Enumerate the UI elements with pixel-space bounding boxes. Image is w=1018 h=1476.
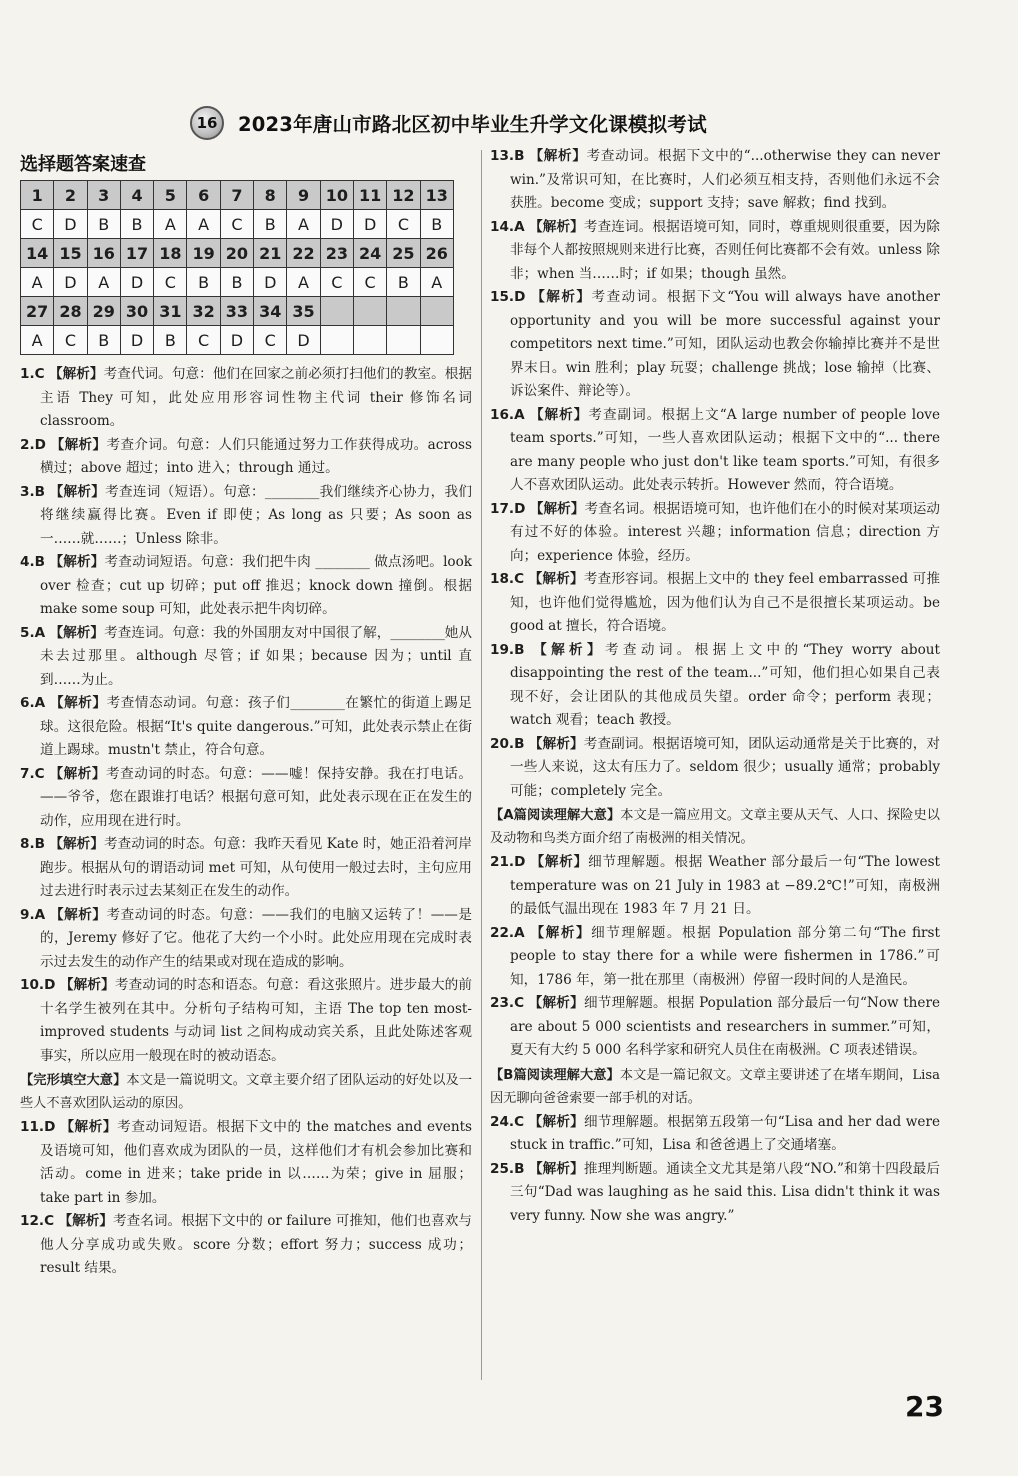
explanation-item	[20, 1116, 472, 1210]
item-answer: B	[514, 1160, 525, 1177]
answer-cell: B	[420, 210, 453, 239]
answer-cell: C	[154, 268, 187, 297]
item-answer: A	[34, 695, 46, 711]
item-tag: 【解析】	[528, 1160, 584, 1177]
question-number-cell: 6	[187, 181, 220, 210]
item-text: 细节理解题。根据 Population 部分第二句“The first people to stay there for a while were fishermen in 1786.”可知，1786 年，第一批在那里（南极洲）停留一段时间的人是渔民。	[510, 924, 940, 988]
cloze-summary-tag: 【完形填空大意】	[20, 1073, 127, 1088]
answer-number-row	[21, 297, 454, 326]
reading-a-tag: 【A篇阅读理解大意】	[490, 808, 621, 823]
item-answer: C	[514, 571, 525, 587]
item-answer: D	[514, 500, 526, 517]
answer-cell: B	[220, 268, 253, 297]
question-number-cell	[387, 297, 420, 326]
item-answer: A	[514, 924, 525, 941]
explanation-item	[490, 1158, 940, 1229]
column-divider	[481, 150, 482, 1380]
reading-a-summary	[490, 804, 940, 850]
answer-cell: A	[87, 268, 120, 297]
answer-cell: D	[287, 326, 320, 355]
answer-cell: A	[287, 210, 320, 239]
item-number: 17.	[490, 500, 515, 517]
question-number-cell: 2	[54, 181, 87, 210]
item-text: 推理判断题。通读全文尤其是第八段“NO.”和第十四段最后三句“Dad was laughing as he said this. Lisa didn't think it was very funny. Now she was angry.”	[510, 1160, 941, 1224]
item-answer: C	[44, 1213, 55, 1229]
item-text: 考查动词的时态和语态。句意：看这张照片。进步最大的前十名学生被列在其中。分析句子结构可知，主语 The top ten most-improved students 与动词 list 之间构成动宾关系，且此处陈述客观事实，所以应用一般现在时的被动语态。	[40, 977, 473, 1064]
explanation-item	[20, 622, 472, 693]
answer-cell: B	[187, 268, 220, 297]
question-number-cell: 32	[187, 297, 220, 326]
explanation-item	[20, 1210, 472, 1281]
reading-b-tag: 【B篇阅读理解大意】	[490, 1067, 620, 1083]
question-number-cell: 7	[220, 181, 253, 210]
answer-number-row	[21, 181, 454, 210]
item-text: 考查动词的时态。句意：——嘘！保持安静。我在打电话。——爷爷，您在跟谁打电话？根据句意可知，此处表示现在正在发生的动作，应用现在进行时。	[40, 765, 473, 829]
item-answer: D	[514, 289, 526, 305]
item-tag: 【解析】	[58, 1213, 113, 1229]
right-item-list-2	[490, 851, 940, 1063]
explanation-item	[490, 404, 940, 498]
question-number-cell: 26	[420, 239, 453, 268]
question-number-cell: 35	[287, 297, 320, 326]
item-number: 7.	[20, 765, 35, 782]
explanation-item	[20, 974, 472, 1068]
item-text: 考查动词的时态。句意：——我们的电脑又运转了！——是的，Jeremy 修好了它。他花了大约一个小时。此处应用现在完成时表示过去发生的动作产生的结果或对现在造成的影响。	[40, 906, 473, 970]
item-answer: D	[44, 977, 56, 993]
question-number-cell: 33	[220, 297, 253, 326]
answer-cell: D	[353, 210, 386, 239]
item-answer: B	[514, 148, 525, 164]
item-number: 18.	[490, 571, 515, 587]
item-tag: 【解析】	[528, 1113, 585, 1130]
question-number-cell: 28	[54, 297, 87, 326]
answer-cell: C	[187, 326, 220, 355]
explanation-item	[490, 145, 940, 216]
explanation-item	[490, 922, 940, 993]
explanation-item	[20, 551, 472, 622]
item-number: 23.	[490, 995, 515, 1011]
item-number: 11.	[20, 1119, 45, 1135]
question-number-cell: 27	[21, 297, 54, 326]
answer-key-table	[20, 180, 454, 355]
explanation-item	[490, 498, 940, 569]
explanation-item	[20, 904, 472, 975]
question-number-cell: 21	[254, 239, 287, 268]
question-number-cell: 5	[154, 181, 187, 210]
answer-cell	[353, 326, 386, 355]
answer-cell: B	[154, 326, 187, 355]
question-number-cell: 17	[120, 239, 153, 268]
item-tag: 【解析】	[49, 624, 105, 641]
question-number-cell: 23	[320, 239, 353, 268]
answer-cell	[420, 326, 453, 355]
right-item-list	[490, 145, 940, 803]
page-title: 2023年唐山市路北区初中毕业生升学文化课模拟考试	[238, 113, 707, 136]
item-answer: A	[514, 218, 525, 235]
question-number-cell	[420, 297, 453, 326]
question-number-cell: 25	[387, 239, 420, 268]
left-column	[20, 150, 472, 1281]
answer-cell: A	[21, 326, 54, 355]
answer-cell: D	[120, 268, 153, 297]
page-header	[190, 106, 790, 140]
item-answer: D	[44, 1119, 56, 1135]
question-number-cell: 12	[387, 181, 420, 210]
item-tag: 【解析】	[528, 571, 584, 587]
explanation-item	[490, 286, 940, 404]
item-text: 考查动词短语。句意：我们把牛肉 ________ 做点汤吧。look over 检查；cut up 切碎；put off 推迟；knock down 撞倒。根据 make some soup 可知，此处表示把牛肉切碎。	[40, 554, 473, 617]
question-number-cell	[320, 297, 353, 326]
item-number: 2.	[20, 436, 35, 453]
answer-cell: B	[254, 210, 287, 239]
item-text: 考查名词。根据语境可知，也许他们在小的时候对某项运动有过不好的体验。interest 兴趣；information 信息；direction 方向；experience 体验，经历。	[510, 500, 941, 564]
answer-number-row	[21, 239, 454, 268]
question-number-cell: 4	[120, 181, 153, 210]
item-tag: 【解析】	[48, 366, 104, 382]
item-text: 考查动词。根据上文中的“They worry about disappointing the rest of the team...”可知，他们担心如果自己表现不好，会让团队的其他成员失望。order 命令；perform 表现；watch 观看；teach 教授。	[510, 641, 941, 728]
item-tag: 【解析】	[530, 854, 589, 870]
item-text: 考查动词。根据下文“You will always have another opportunity and you will be more successful against your competitors next time.”可知，团队运动也教会你输掉比赛并不是世界末日。win 胜利；play 玩耍；challenge 挑战；lose 输掉（比赛、诉讼案件、辩论等）。	[510, 289, 941, 399]
item-number: 16.	[490, 406, 515, 423]
question-number-cell: 19	[187, 239, 220, 268]
item-text: 考查连词（短语）。句意：________我们继续齐心协力，我们将继续赢得比赛。Even if 即使；As long as 只要；As soon as 一……就……；Unless 除非。	[40, 483, 472, 547]
explanation-item	[20, 692, 472, 763]
item-tag: 【解析】	[49, 765, 106, 782]
answer-cell: C	[220, 210, 253, 239]
answer-cell: D	[54, 210, 87, 239]
explanation-item	[490, 216, 940, 287]
item-tag: 【解析】	[60, 1119, 118, 1135]
item-text: 考查情态动词。句意：孩子们________在繁忙的街道上踢足球。这很危险。根据“It's quite dangerous.”可知，此处表示禁止在街道上踢球。mustn't 禁止，符合句意。	[40, 695, 473, 758]
item-answer: A	[34, 624, 46, 641]
reading-b-text: 本文是一篇记叙文。文章主要讲述了在堵车期间，Lisa 因无聊向爸爸索要一部手机的对话。	[490, 1067, 940, 1106]
item-answer: B	[514, 641, 525, 658]
answer-cell: A	[420, 268, 453, 297]
answer-cell: D	[120, 326, 153, 355]
item-tag: 【解析】	[530, 924, 592, 941]
question-number-cell: 31	[154, 297, 187, 326]
item-tag: 【解析】	[529, 148, 587, 164]
item-tag: 【解析】	[50, 436, 107, 453]
item-text: 细节理解题。根据 Population 部分最后一句“Now there are about 5 000 scientists and researchers in summer.”可知，夏天有大约 5 000 名科学家和研究人员住在南极洲。C 项表述错误。	[510, 995, 941, 1058]
explanation-item	[20, 763, 472, 834]
answer-cell: D	[254, 268, 287, 297]
answer-cell: C	[387, 210, 420, 239]
question-number-cell: 9	[287, 181, 320, 210]
answer-value-row	[21, 210, 454, 239]
item-answer: B	[34, 554, 45, 570]
question-number-cell: 11	[353, 181, 386, 210]
item-number: 4.	[20, 554, 35, 570]
question-number-cell: 34	[254, 297, 287, 326]
item-tag: 【解析】	[529, 406, 589, 423]
item-text: 考查连词。句意：我的外国朋友对中国很了解，________她从未去过那里。although 尽管；if 如果；because 因为；until 直到……为止。	[40, 624, 473, 688]
item-answer: C	[34, 366, 45, 382]
item-number: 5.	[20, 624, 35, 641]
item-text: 考查副词。根据语境可知，团队运动通常是关于比赛的，对一些人来说，这太有压力了。seldom 很少；usually 通常；probably 可能；completely 完全。	[510, 735, 940, 799]
answer-cell: B	[120, 210, 153, 239]
explanation-item	[490, 1111, 940, 1158]
item-text: 考查动词的时态。句意：我昨天看见 Kate 时，她正沿着河岸跑步。根据从句的谓语动词 met 可知，从句使用一般过去时，主句应用过去进行时表示过去某刻正在发生的动作。	[40, 836, 472, 899]
item-number: 22.	[490, 924, 515, 941]
item-text: 考查名词。根据下文中的 or failure 可推知，他们也喜欢与他人分享成功或失败。score 分数；effort 努力；success 成功；result 结果。	[40, 1213, 472, 1276]
item-number: 1.	[20, 366, 35, 382]
explanation-item	[20, 363, 472, 434]
answer-cell: D	[320, 210, 353, 239]
explanation-item	[20, 481, 472, 552]
left-item-list	[20, 363, 472, 1068]
item-text: 细节理解题。根据 Weather 部分最后一句“The lowest temperature was on 21 July in 1983 at −89.2℃!”可知，南极洲的最低气温出现在 1983 年 7 月 21 日。	[510, 854, 941, 917]
item-text: 考查形容词。根据上文中的 they feel embarrassed 可推知，也许他们觉得尴尬，因为他们认为自己不是很擅长某项运动。be good at 擅长，符合语境。	[510, 571, 941, 634]
answer-cell: A	[154, 210, 187, 239]
explanation-item	[490, 733, 940, 804]
item-answer: A	[34, 906, 46, 923]
item-tag: 【解析】	[59, 977, 115, 993]
item-number: 6.	[20, 695, 35, 711]
item-number: 3.	[20, 483, 35, 500]
explanation-item	[490, 639, 940, 733]
item-tag: 【解析】	[529, 500, 585, 517]
item-tag: 【解析】	[49, 483, 106, 500]
item-number: 25.	[490, 1160, 515, 1177]
question-number-cell: 15	[54, 239, 87, 268]
question-number-cell: 3	[87, 181, 120, 210]
item-text: 考查介词。句意：人们只能通过努力工作获得成功。across 横过；above 超过；into 进入；through 通过。	[40, 436, 473, 476]
answer-value-row	[21, 326, 454, 355]
item-tag: 【解析】	[533, 641, 605, 658]
item-tag: 【解析】	[50, 695, 107, 711]
item-text: 考查副词。根据上文“A large number of people love team sports.”可知，一些人喜欢团队运动；根据下文中的“... there are many people who just don't like team sports.”可知，有很多人不喜欢团队运动。此处表示转折。However 然而，符合语境。	[510, 406, 940, 493]
right-item-list-3	[490, 1111, 940, 1229]
item-number: 19.	[490, 641, 515, 658]
answer-cell: B	[87, 210, 120, 239]
item-answer: C	[514, 1113, 525, 1130]
explanation-item	[490, 568, 940, 639]
item-answer: B	[514, 735, 525, 752]
answer-cell: D	[220, 326, 253, 355]
explanation-item	[20, 434, 472, 481]
question-number-cell: 29	[87, 297, 120, 326]
question-number-cell: 1	[21, 181, 54, 210]
item-tag: 【解析】	[531, 289, 592, 305]
cloze-summary	[20, 1069, 472, 1115]
item-answer: D	[514, 854, 526, 870]
question-number-cell: 24	[353, 239, 386, 268]
explanation-item	[490, 851, 940, 922]
item-answer: B	[34, 836, 45, 852]
question-number-cell	[353, 297, 386, 326]
item-number: 13.	[490, 148, 515, 164]
answer-cell: C	[54, 326, 87, 355]
item-text: 考查动词短语。根据下文中的 the matches and events 及语境可知，他们喜欢成为团队的一员，这样他们才有机会参加比赛和活动。come in 进来；take pride in 以……为荣；give in 屈服；take part in 参加。	[40, 1119, 473, 1206]
item-tag: 【解析】	[50, 906, 107, 923]
answer-key-heading: 选择题答案速查	[20, 154, 146, 175]
exam-number-badge: 16	[190, 106, 224, 140]
answer-cell: C	[254, 326, 287, 355]
answer-cell	[387, 326, 420, 355]
item-text: 考查动词。根据下文中的“...otherwise they can never win.”及常识可知，在比赛时，人们必须互相支持，否则他们永远不会获胜。become 变成；support 支持；save 解救；find 找到。	[510, 148, 941, 211]
item-answer: D	[34, 436, 46, 453]
page-number: 23	[905, 1390, 944, 1423]
answer-cell: B	[387, 268, 420, 297]
item-number: 12.	[20, 1213, 45, 1229]
item-number: 9.	[20, 906, 35, 923]
answer-cell: A	[287, 268, 320, 297]
question-number-cell: 13	[420, 181, 453, 210]
right-column	[490, 145, 940, 1228]
question-number-cell: 8	[254, 181, 287, 210]
explanation-item	[20, 833, 472, 904]
answer-cell: A	[187, 210, 220, 239]
question-number-cell: 10	[320, 181, 353, 210]
item-tag: 【解析】	[49, 836, 104, 852]
cloze-summary-text: 本文是一篇说明文。文章主要介绍了团队运动的好处以及一些人不喜欢团队运动的原因。	[20, 1073, 473, 1111]
item-number: 21.	[490, 854, 515, 870]
item-answer: C	[34, 765, 45, 782]
question-number-cell: 14	[21, 239, 54, 268]
question-number-cell: 18	[154, 239, 187, 268]
item-answer: A	[514, 406, 525, 423]
item-number: 14.	[490, 218, 515, 235]
explanation-item	[490, 992, 940, 1063]
answer-cell: B	[87, 326, 120, 355]
answer-cell	[320, 326, 353, 355]
item-answer: C	[514, 995, 525, 1011]
question-number-cell: 30	[120, 297, 153, 326]
answer-value-row	[21, 268, 454, 297]
item-text: 细节理解题。根据第五段第一句“Lisa and her dad were stuck in traffic.”可知，Lisa 和爸爸遇上了交通堵塞。	[510, 1113, 941, 1153]
item-number: 8.	[20, 836, 35, 852]
answer-cell: C	[353, 268, 386, 297]
item-tag: 【解析】	[49, 554, 105, 570]
item-number: 24.	[490, 1113, 515, 1130]
answer-cell: A	[21, 268, 54, 297]
question-number-cell: 16	[87, 239, 120, 268]
item-tag: 【解析】	[528, 735, 584, 752]
question-number-cell: 20	[220, 239, 253, 268]
reading-a-text: 本文是一篇应用文。文章主要从天气、人口、探险史以及动物和鸟类方面介绍了南极洲的相关情况。	[490, 808, 940, 846]
item-number: 10.	[20, 977, 45, 993]
item-text: 考查代词。句意：他们在回家之前必须打扫他们的教室。根据主语 They 可知，此处应用形容词性物主代词 their 修饰名词 classroom。	[40, 366, 472, 429]
answer-cell: C	[21, 210, 54, 239]
item-text: 考查连词。根据语境可知，同时，尊重规则很重要，因为除非每个人都按照规则来进行比赛，否则任何比赛都不会有效。unless 除非；when 当……时；if 如果；though 虽然。	[510, 218, 941, 282]
item-answer: B	[34, 483, 45, 500]
left-item-list-2	[20, 1116, 472, 1281]
item-tag: 【解析】	[528, 995, 584, 1011]
item-tag: 【解析】	[529, 218, 584, 235]
item-number: 20.	[490, 735, 515, 752]
reading-b-summary	[490, 1064, 940, 1110]
question-number-cell: 22	[287, 239, 320, 268]
item-number: 15.	[490, 289, 515, 305]
answer-cell: C	[320, 268, 353, 297]
answer-cell: D	[54, 268, 87, 297]
